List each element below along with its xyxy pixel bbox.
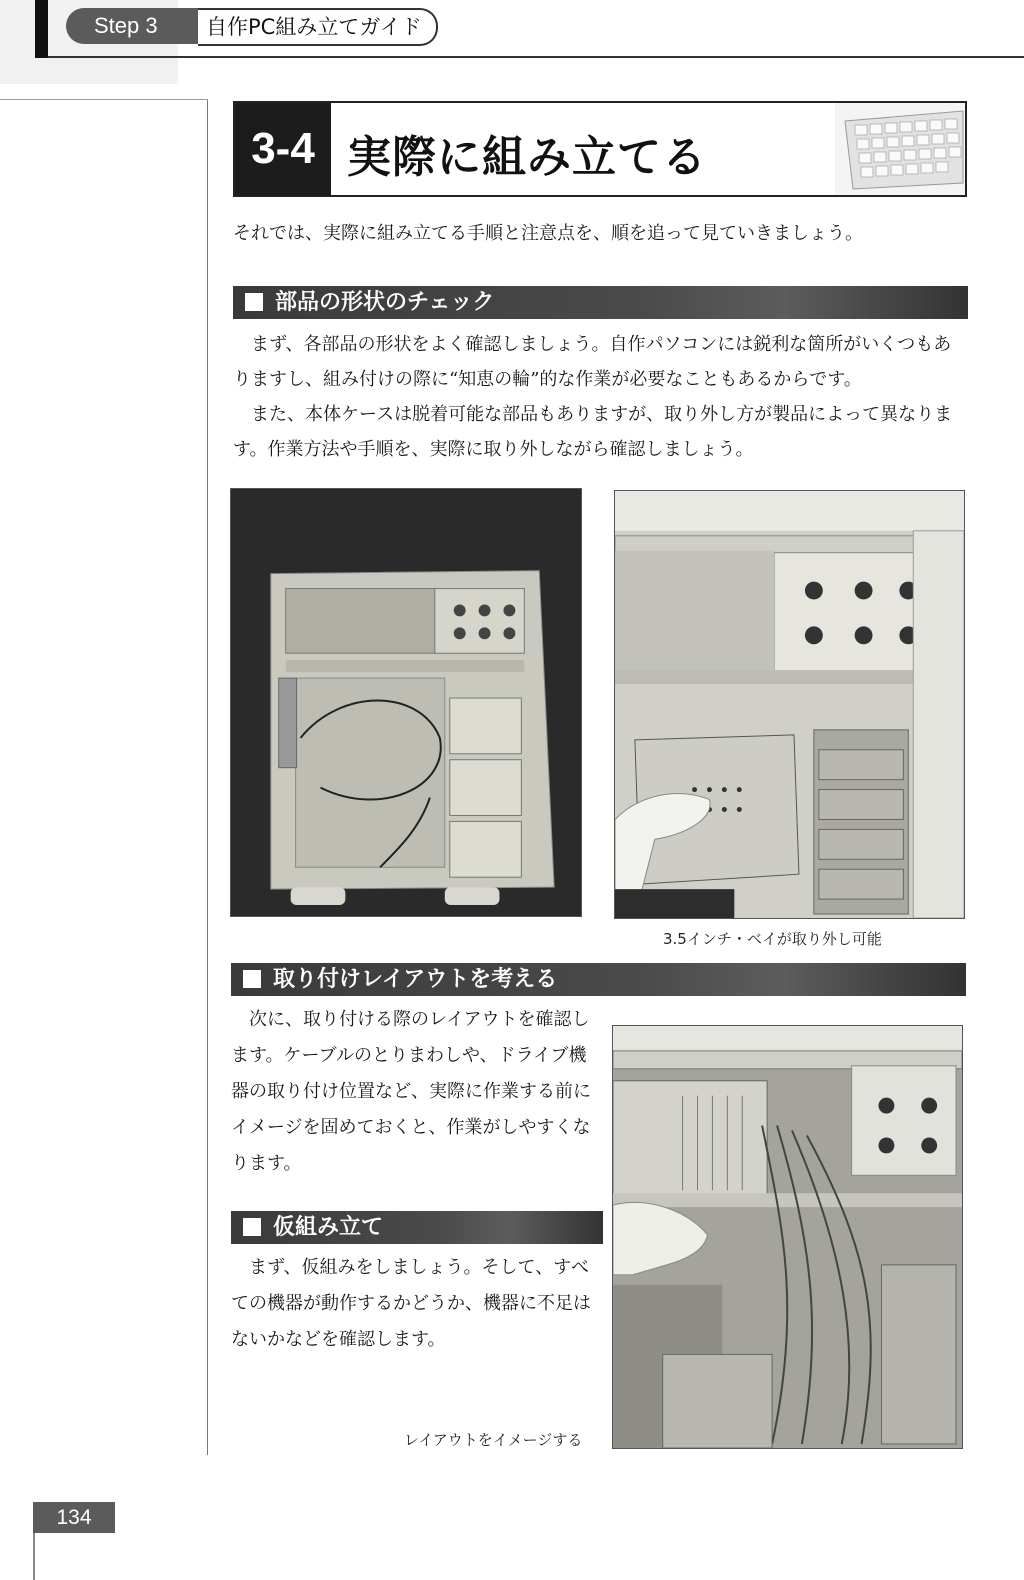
square-bullet-icon xyxy=(243,970,261,988)
paragraph: 次に、取り付ける際のレイアウトを確認します。ケーブルのとりまわしや、ドライブ機器の取り付け位置など、実際に作業する前にイメージを固めておくと、作業がしやすくなります。 xyxy=(231,1009,591,1174)
photo-layout xyxy=(612,1025,963,1449)
square-bullet-icon xyxy=(243,1218,261,1236)
subheading-parts-check xyxy=(233,286,968,319)
guide-title: 自作PC組み立てガイド xyxy=(198,8,438,46)
section-title: 実際に組み立てる xyxy=(347,132,707,183)
photo-caption: 3.5インチ・ベイが取り外し可能 xyxy=(663,930,882,948)
subheading-trial-assembly xyxy=(231,1211,603,1244)
subheading-label: 部品の形状のチェック xyxy=(275,290,495,315)
paragraph: まず、仮組みをしましょう。そして、すべての機器が動作するかどうか、機器に不足はないかなどを確認します。 xyxy=(231,1257,591,1350)
header-rule xyxy=(48,56,1024,58)
section-number: 3-4 xyxy=(235,103,331,195)
subheading-label: 取り付けレイアウトを考える xyxy=(273,967,558,992)
subheading-layout xyxy=(231,963,966,996)
photo-open-case xyxy=(230,488,582,917)
section-title-box xyxy=(233,101,967,197)
page-number: 134 xyxy=(33,1502,115,1533)
subheading-label: 仮組み立て xyxy=(273,1215,384,1240)
square-bullet-icon xyxy=(245,293,263,311)
paragraph: まず、各部品の形状をよく確認しましょう。自作パソコンには鋭利な箇所がいくつもありますし、組み付けの際に“知恵の輪”的な作業が必要なこともあるからです。 xyxy=(233,334,952,390)
step-label: Step 3 xyxy=(66,8,198,44)
margin-rule-horizontal xyxy=(0,99,208,100)
lead-text: それでは、実際に組み立てる手順と注意点を、順を追って見ていきましょう。 xyxy=(233,223,863,244)
footer-rule xyxy=(33,1533,35,1580)
margin-rule-vertical xyxy=(207,100,208,1455)
header-edge-bar xyxy=(35,0,48,58)
photo-caption: レイアウトをイメージする xyxy=(404,1431,583,1449)
photo-bay-removal xyxy=(614,490,965,919)
paragraph: また、本体ケースは脱着可能な部品もありますが、取り外し方が製品によって異なります。作業方法や手順を、実際に取り外しながら確認しましょう。 xyxy=(233,404,953,460)
keyboard-illustration xyxy=(835,103,965,195)
